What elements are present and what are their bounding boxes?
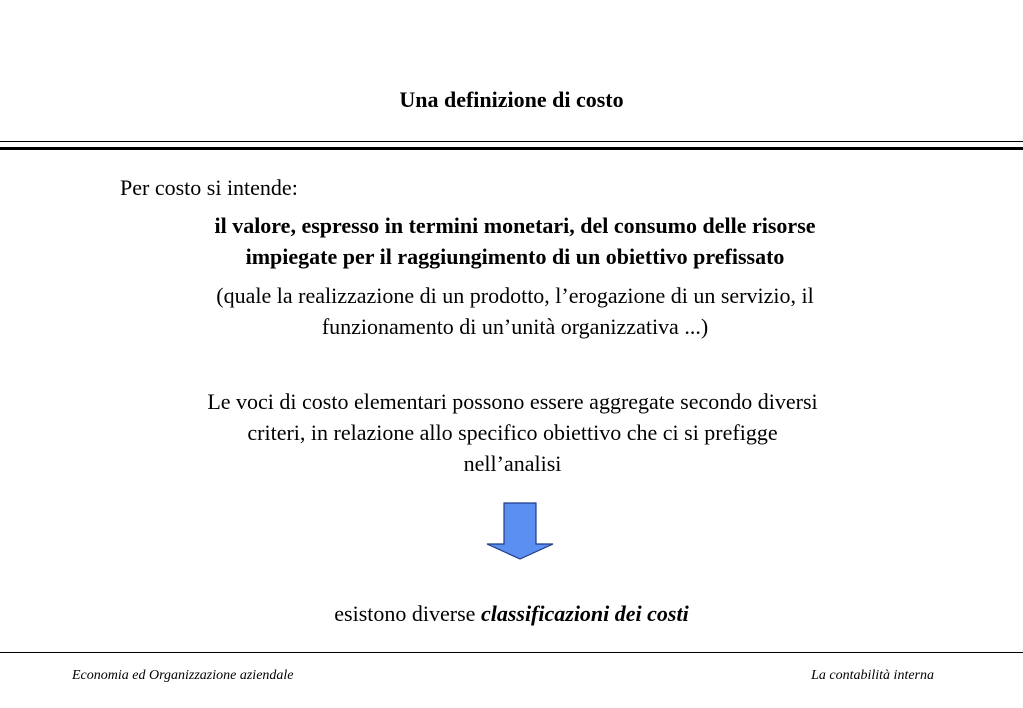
aggregation-line-3: nell’analisi [463,451,562,476]
cost-examples [150,280,880,342]
cost-definition [150,210,880,272]
slide-title: Una definizione di costo [399,87,624,112]
header-rule-thick [0,147,1023,150]
header-rule-thin [0,141,1023,142]
definition-line-1: il valore, espresso in termini monetari, del consumo delle risorse [214,213,816,238]
conclusion-emphasis: classificazioni dei costi [480,601,689,626]
footer-rule [0,652,1023,653]
cost-aggregation [140,386,885,479]
intro-text: Per costo si intende: [120,175,298,200]
examples-line-2: funzionamento di un’unità organizzativa ...) [321,314,709,339]
footer-section-name: La contabilità interna [811,668,934,683]
examples-line-1: (quale la realizzazione di un prodotto, l’erogazione di un servizio, il [216,283,814,308]
down-arrow-icon [485,502,555,560]
aggregation-line-1: Le voci di costo elementari possono essere aggregate secondo diversi [207,389,818,414]
footer-course-name: Economia ed Organizzazione aziendale [72,668,294,683]
conclusion-text [0,599,1023,629]
definition-line-2: impiegate per il raggiungimento di un obiettivo prefissato [245,244,785,269]
conclusion-prefix: esistono diverse [334,601,481,626]
aggregation-line-2: criteri, in relazione allo specifico obiettivo che ci si prefigge [247,420,778,445]
